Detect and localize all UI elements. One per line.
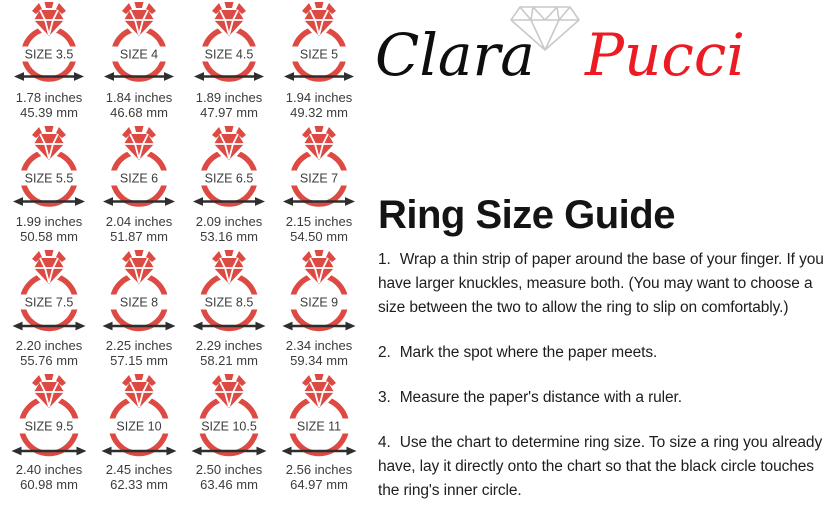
ring-size-measurements [106,214,173,244]
ring-size-cell [274,2,364,126]
ring-size-inches: 2.09 inches [195,214,263,229]
ring-size-label: SIZE 10 [116,419,162,434]
ring-size-cell [94,250,184,374]
ring-size-label: SIZE 7 [299,171,339,186]
ring-size-label: SIZE 9 [299,295,339,310]
ring-size-cell [184,250,274,374]
ring-size-label: SIZE 9.5 [24,419,74,434]
ring-size-measurements [16,338,83,368]
ring-size-mm: 46.68 mm [110,105,168,120]
ring-icon [184,374,274,460]
instruction-step [378,248,836,320]
ring-icon [274,2,364,88]
guide-panel [375,0,837,501]
ring-size-inches: 2.56 inches [285,462,353,477]
ring-size-measurements [106,338,173,368]
instruction-step-number: 4. [378,434,391,451]
ring-size-measurements [196,462,263,492]
ring-size-cell [184,2,274,126]
ring-size-measurements [286,462,353,492]
ring-icon [274,250,364,336]
ring-size-measurements [16,462,83,492]
ring-size-mm: 54.50 mm [290,229,348,244]
ring-size-mm: 50.58 mm [20,229,78,244]
instruction-step-number: 3. [378,389,391,406]
ring-size-label: SIZE 3.5 [24,47,74,62]
ring-size-measurements [286,90,353,120]
instruction-step-text: Wrap a thin strip of paper around the base of your finger. If you have larger knuckles, measure both. (You may want to choose a size between the two to allow the ring to slip on comfortably.) [378,251,824,316]
ring-size-label: SIZE 6 [119,171,159,186]
ring-size-mm: 59.34 mm [290,353,348,368]
ring-size-inches: 1.94 inches [285,90,353,105]
ring-size-mm: 53.16 mm [200,229,258,244]
ring-icon [184,250,274,336]
ring-size-inches: 2.40 inches [15,462,83,477]
ring-size-inches: 1.84 inches [105,90,173,105]
ring-icon [94,374,184,460]
ring-size-cell [4,374,94,498]
ring-size-inches: 2.25 inches [105,338,173,353]
ring-size-mm: 58.21 mm [200,353,258,368]
ring-size-measurements [16,214,83,244]
ring-icon [274,374,364,460]
ring-size-cell [184,374,274,498]
ring-size-inches: 2.15 inches [285,214,353,229]
ring-size-label: SIZE 11 [296,419,342,434]
ring-icon [94,250,184,336]
ring-size-cell [184,126,274,250]
brand-name-second: Pucci [585,21,745,89]
ring-icon [184,126,274,212]
instruction-step [378,386,836,410]
ring-size-mm: 60.98 mm [20,477,78,492]
instruction-step-text: Mark the spot where the paper meets. [399,344,658,361]
instruction-step-number: 2. [378,344,391,361]
ring-size-cell [4,126,94,250]
ring-size-label: SIZE 10.5 [201,419,257,434]
instructions-list [378,248,836,524]
ring-size-measurements [196,338,263,368]
ring-size-mm: 45.39 mm [20,105,78,120]
ring-size-label: SIZE 6.5 [204,171,254,186]
ring-size-mm: 62.33 mm [110,477,168,492]
ring-icon [274,126,364,212]
brand-logo [375,0,837,110]
ring-size-measurements [196,90,263,120]
ring-icon [4,2,94,88]
ring-icon [184,2,274,88]
brand-name-first: Clara [375,21,535,89]
ring-size-measurements [16,90,83,120]
ring-size-inches: 2.20 inches [15,338,83,353]
ring-icon [94,126,184,212]
ring-size-inches: 2.45 inches [105,462,173,477]
ring-size-mm: 57.15 mm [110,353,168,368]
ring-size-inches: 2.50 inches [195,462,263,477]
ring-size-inches: 1.89 inches [195,90,263,105]
ring-size-inches: 2.34 inches [285,338,353,353]
ring-size-label: SIZE 4 [119,47,159,62]
instruction-step-number: 1. [378,251,391,268]
ring-size-cell [94,2,184,126]
ring-size-inches: 2.04 inches [105,214,173,229]
ring-size-inches: 1.99 inches [15,214,83,229]
ring-size-cell [4,250,94,374]
ring-size-label: SIZE 8 [119,295,159,310]
ring-size-measurements [286,338,353,368]
ring-size-cell [274,374,364,498]
ring-icon [4,374,94,460]
page-title: Ring Size Guide [378,193,675,237]
ring-size-mm: 63.46 mm [200,477,258,492]
ring-size-measurements [106,462,173,492]
ring-size-cell [274,250,364,374]
ring-size-cell [94,126,184,250]
ring-icon [4,250,94,336]
ring-size-label: SIZE 5 [299,47,339,62]
ring-size-measurements [106,90,173,120]
ring-size-measurements [196,214,263,244]
ring-size-mm: 49.32 mm [290,105,348,120]
ring-size-mm: 64.97 mm [290,477,348,492]
ring-size-chart [4,2,364,498]
instruction-step-text: Use the chart to determine ring size. To size a ring you already have, lay it directly onto the chart so that the black circle touches the ring's inner circle. [378,434,823,499]
ring-size-inches: 2.29 inches [195,338,263,353]
ring-icon [4,126,94,212]
ring-size-label: SIZE 4.5 [204,47,254,62]
diamond-outline-icon [507,4,583,52]
ring-size-measurements [286,214,353,244]
ring-size-label: SIZE 8.5 [204,295,254,310]
instruction-step [378,341,836,365]
ring-size-mm: 55.76 mm [20,353,78,368]
ring-size-cell [274,126,364,250]
instruction-step-text: Measure the paper's distance with a ruler. [399,389,682,406]
ring-size-cell [94,374,184,498]
ring-size-mm: 51.87 mm [110,229,168,244]
ring-icon [94,2,184,88]
instruction-step [378,431,836,503]
ring-size-inches: 1.78 inches [15,90,83,105]
ring-size-label: SIZE 7.5 [24,295,74,310]
ring-size-cell [4,2,94,126]
ring-size-mm: 47.97 mm [200,105,258,120]
ring-size-label: SIZE 5.5 [24,171,74,186]
